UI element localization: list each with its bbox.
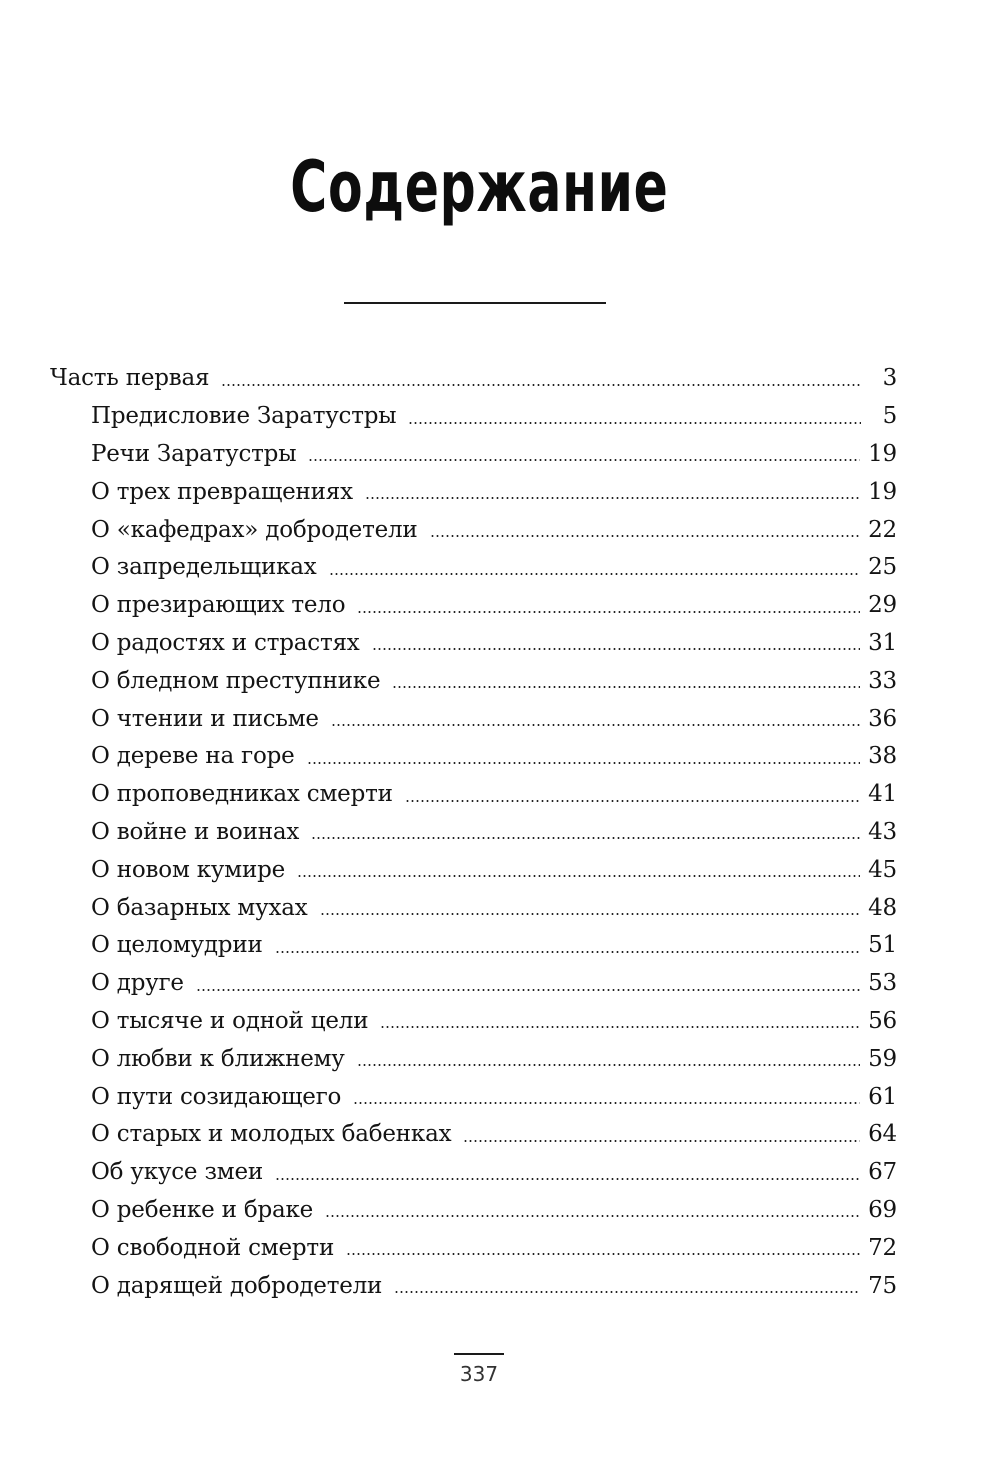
toc-entry[interactable]: [91, 549, 897, 587]
toc-entry-page: 48: [868, 894, 897, 921]
toc-entry-page: 53: [868, 970, 897, 997]
toc-entry-page: 19: [868, 440, 897, 467]
toc-entry-label: О тысяче и одной цели: [91, 1007, 369, 1034]
page-title: Содержание: [290, 146, 669, 228]
toc-entry-label: О друге: [91, 970, 184, 997]
toc-entry[interactable]: [91, 1116, 897, 1154]
dot-leader: [357, 1064, 860, 1066]
dot-leader: [405, 800, 860, 802]
toc-entry-label: О бледном преступнике: [91, 667, 381, 694]
toc-entry-page: 56: [868, 1007, 897, 1034]
dot-leader: [297, 875, 860, 877]
toc-entry[interactable]: [91, 587, 897, 625]
toc-entry[interactable]: [91, 965, 897, 1003]
toc-entry-page: 29: [868, 592, 897, 619]
toc-entry-label: О презирающих тело: [91, 592, 346, 619]
toc-entry-page: 72: [868, 1234, 897, 1261]
toc-entry[interactable]: [91, 511, 897, 549]
toc-entry[interactable]: [91, 625, 897, 663]
toc-entry-page: 22: [868, 516, 897, 543]
toc-entry-page: 67: [868, 1159, 897, 1186]
dot-leader: [430, 535, 861, 537]
toc-entry-page: 43: [868, 818, 897, 845]
dot-leader: [331, 724, 860, 726]
toc-entry[interactable]: [91, 814, 897, 852]
toc-entry-label: О свободной смерти: [91, 1234, 335, 1261]
toc-entry-page: 61: [868, 1083, 897, 1110]
dot-leader: [408, 422, 861, 424]
page-number: 337: [459, 1362, 499, 1386]
toc-entry-label: О любви к ближнему: [91, 1045, 345, 1072]
toc-entry-label: О «кафедрах» добродетели: [91, 516, 418, 543]
toc-entry-label: О дарящей добродетели: [91, 1272, 383, 1299]
dot-leader: [329, 573, 861, 575]
toc-entry-page: 51: [868, 932, 897, 959]
dot-leader: [357, 611, 860, 613]
toc-entry-label: О пути созидающего: [91, 1083, 342, 1110]
toc-entry-label: О базарных мухах: [91, 894, 308, 921]
toc-entry-label: Речи Заратустры: [91, 440, 297, 467]
dot-leader: [346, 1253, 860, 1255]
dot-leader: [394, 1291, 860, 1293]
toc-entry-page: 69: [868, 1196, 897, 1223]
toc-entry-page: 75: [868, 1272, 897, 1299]
toc-entry-page: 19: [868, 478, 897, 505]
table-of-contents: [0, 360, 1000, 1305]
toc-entry-page: 64: [868, 1121, 897, 1148]
toc-entry[interactable]: [91, 1267, 897, 1305]
toc-entry-page: 3: [882, 365, 897, 392]
dot-leader: [365, 497, 860, 499]
dot-leader: [463, 1140, 860, 1142]
toc-entry-label: О новом кумире: [91, 856, 286, 883]
toc-entry[interactable]: [91, 700, 897, 738]
toc-entry-page: 36: [868, 705, 897, 732]
toc-entry-page: 33: [868, 667, 897, 694]
dot-leader: [353, 1102, 860, 1104]
toc-entry[interactable]: [91, 1192, 897, 1230]
toc-entry-label: Предисловие Заратустры: [91, 403, 397, 430]
toc-entry-label: О дереве на горе: [91, 743, 295, 770]
toc-entry[interactable]: [91, 776, 897, 814]
toc-entry-label: О ребенке и браке: [91, 1196, 314, 1223]
toc-entry[interactable]: [91, 473, 897, 511]
toc-entry-page: 31: [868, 629, 897, 656]
toc-entry-page: 38: [868, 743, 897, 770]
toc-entry-label: О трех превращениях: [91, 478, 353, 505]
dot-leader: [308, 459, 860, 461]
toc-entry-label: О чтении и письме: [91, 705, 319, 732]
toc-entry-label: О проповедниках смерти: [91, 781, 393, 808]
toc-entry-label: О радостях и страстях: [91, 629, 360, 656]
dot-leader: [380, 1026, 860, 1028]
toc-entry[interactable]: [91, 1154, 897, 1192]
dot-leader: [221, 384, 861, 386]
toc-entry-page: 41: [868, 781, 897, 808]
dot-leader: [320, 913, 861, 915]
toc-entry-page: 59: [868, 1045, 897, 1072]
toc-part-entry[interactable]: [50, 360, 897, 398]
toc-entry[interactable]: [91, 927, 897, 965]
toc-entry-label: О старых и молодых бабенках: [91, 1121, 452, 1148]
toc-entry[interactable]: [91, 851, 897, 889]
toc-entry[interactable]: [91, 738, 897, 776]
toc-entry-label: О целомудрии: [91, 932, 263, 959]
toc-entry[interactable]: [91, 1040, 897, 1078]
dot-leader: [275, 1178, 860, 1180]
dot-leader: [307, 762, 861, 764]
toc-entry[interactable]: [91, 662, 897, 700]
toc-entry[interactable]: [91, 889, 897, 927]
toc-entry-label: Часть первая: [50, 365, 210, 392]
dot-leader: [372, 648, 861, 650]
footer-rule: [454, 1353, 504, 1355]
dot-leader: [311, 837, 860, 839]
dot-leader: [196, 989, 860, 991]
toc-entry-page: 25: [868, 554, 897, 581]
toc-entry-page: 45: [868, 856, 897, 883]
dot-leader: [325, 1215, 860, 1217]
title-rule: [344, 302, 606, 304]
toc-entry[interactable]: [91, 1003, 897, 1041]
dot-leader: [275, 951, 861, 953]
toc-entry[interactable]: [91, 436, 897, 474]
toc-entry[interactable]: [91, 398, 897, 436]
toc-entry[interactable]: [91, 1229, 897, 1267]
toc-entry-label: Об укусе змеи: [91, 1159, 264, 1186]
dot-leader: [392, 686, 860, 688]
toc-entry-label: О запредельщиках: [91, 554, 317, 581]
toc-entry-label: О войне и воинах: [91, 818, 300, 845]
toc-entry-page: 5: [882, 403, 897, 430]
toc-entry[interactable]: [91, 1078, 897, 1116]
